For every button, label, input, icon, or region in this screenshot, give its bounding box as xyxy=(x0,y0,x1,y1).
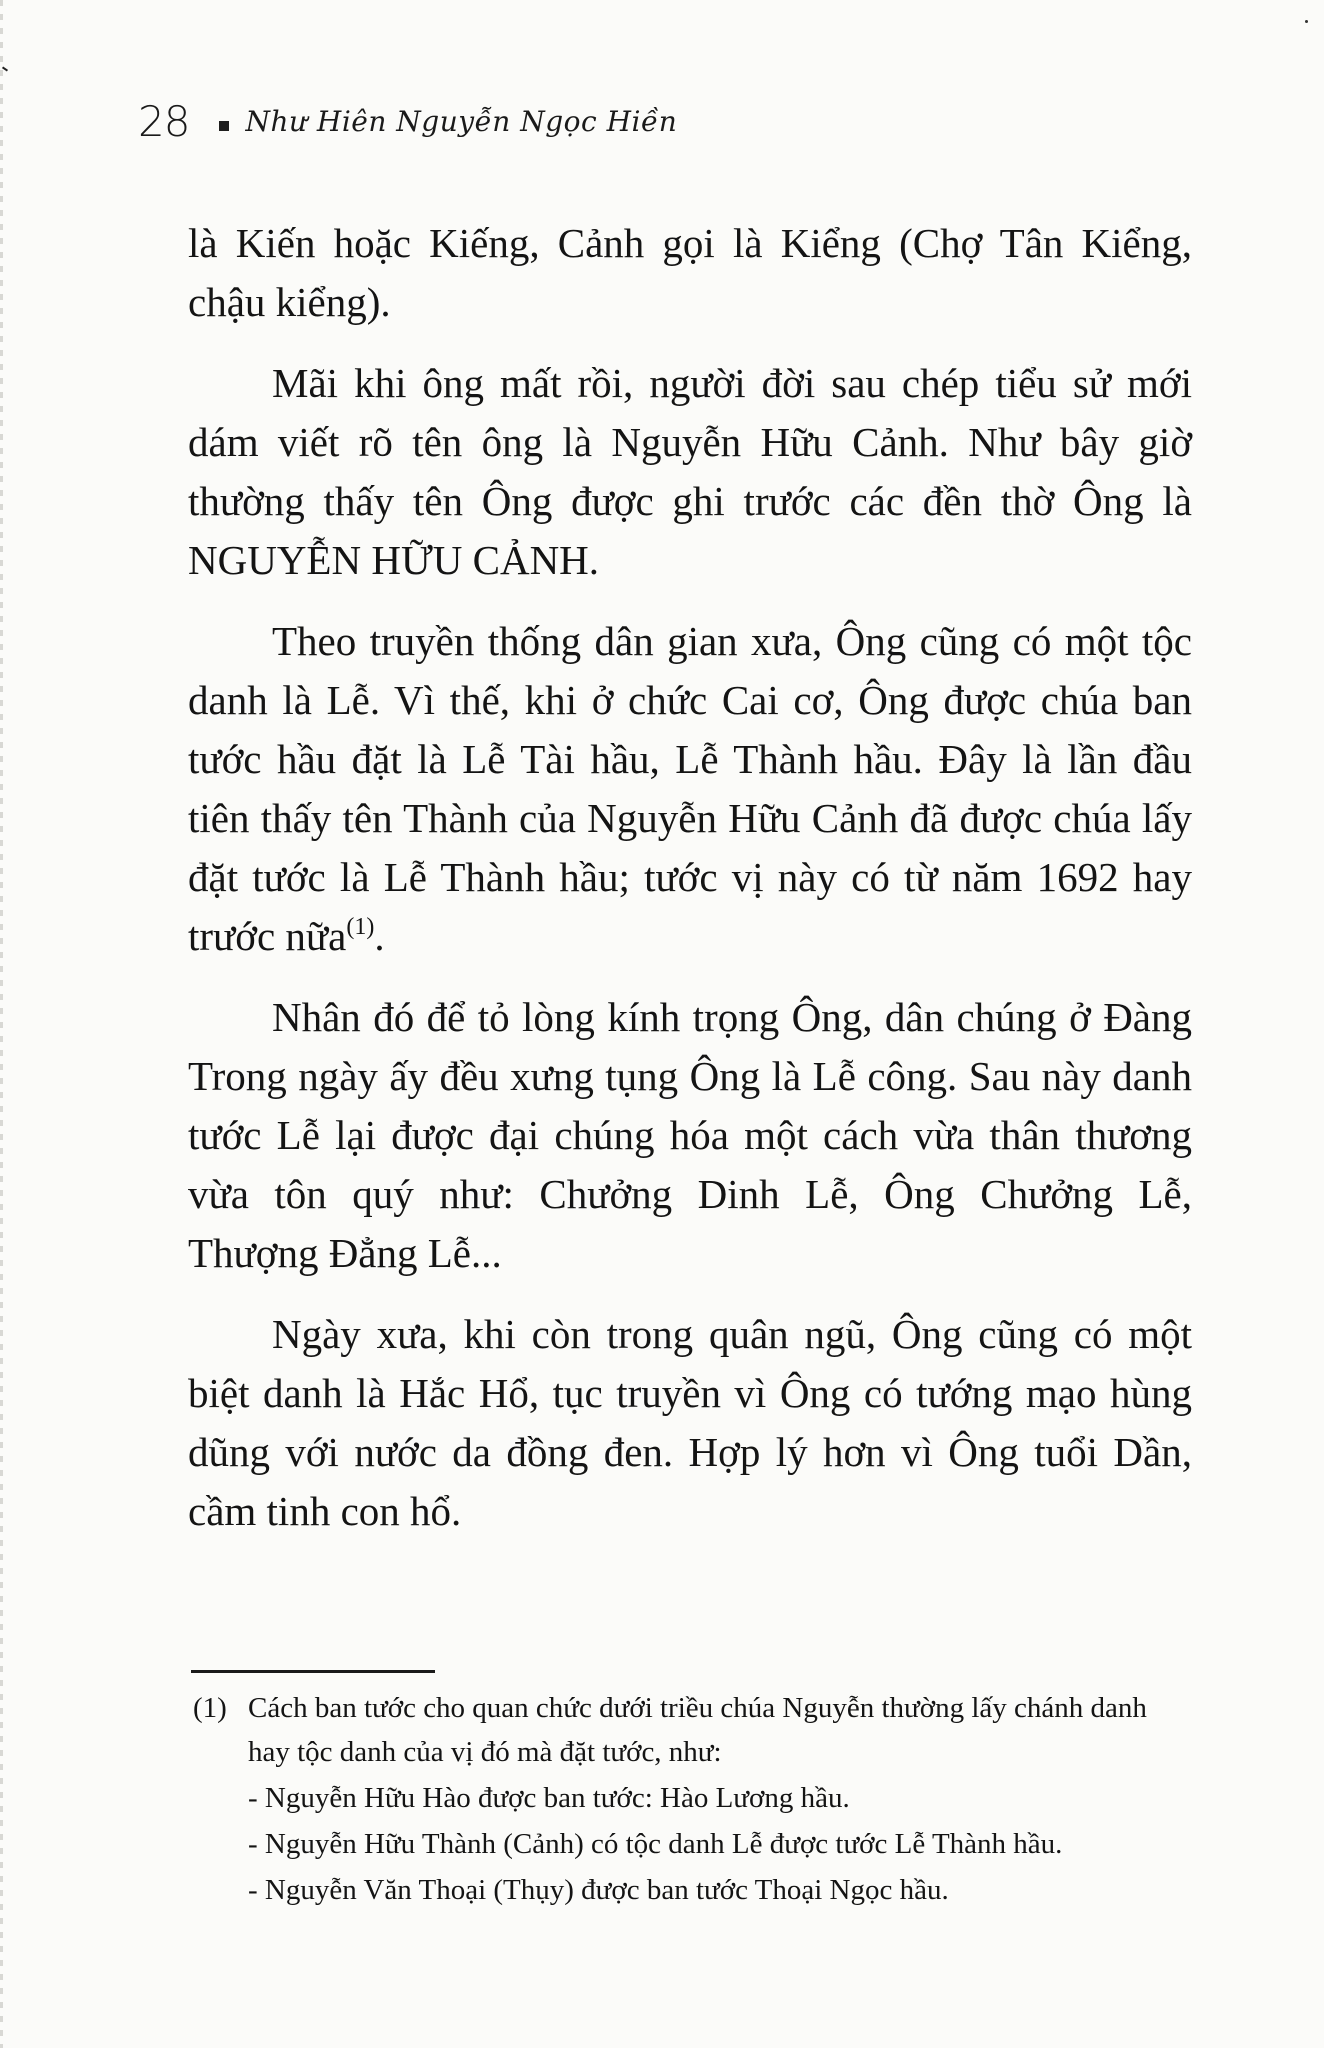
square-bullet-icon xyxy=(219,121,229,131)
footnote-reference[interactable]: (1) xyxy=(346,914,375,940)
body-text xyxy=(188,214,1192,1563)
footnotes xyxy=(193,1686,1193,1912)
paragraph xyxy=(188,214,1192,332)
paragraph-text: Theo truyền thống dân gian xưa, Ông cũng có một tộc danh là Lễ. Vì thế, khi ở chức Cai cơ, Ông được chúa ban tước hầu đặt là Lễ Tài hầu, Lễ Thành hầu. Đây là lần đầu tiên thấy tên Thành của Nguyễn Hữu Cảnh đã được chúa lấy đặt tước là Lễ Thành hầu; tước vị này có từ năm 1692 hay trước nữa xyxy=(188,618,1192,959)
paragraph-text: Ngày xưa, khi còn trong quân ngũ, Ông cũng có một biệt danh là Hắc Hổ, tục truyền vì Ông có tướng mạo hùng dũng với nước da đồng đen. Hợp lý hơn vì Ông tuổi Dần, cầm tinh con hổ. xyxy=(188,1311,1192,1534)
footnote-example: - Nguyễn Văn Thoại (Thụy) được ban tước Thoại Ngọc hầu. xyxy=(248,1874,949,1906)
scan-speck xyxy=(1305,20,1308,23)
page-binding-edge xyxy=(0,0,3,2048)
paragraph xyxy=(188,354,1192,590)
footnote-marker: (1) xyxy=(193,1692,227,1724)
footnote-example: - Nguyễn Hữu Hào được ban tước: Hào Lương hầu. xyxy=(248,1782,850,1814)
paragraph-text: Nhân đó để tỏ lòng kính trọng Ông, dân chúng ở Đàng Trong ngày ấy đều xưng tụng Ông là Lễ công. Sau này danh tước Lễ lại được đại chúng hóa một cách vừa thân thương vừa tôn quý như: Chưởng Dinh Lễ, Ông Chưởng Lễ, Thượng Đẳng Lễ... xyxy=(188,994,1192,1276)
running-header xyxy=(138,96,677,146)
footnote-separator xyxy=(191,1670,435,1673)
paragraph-text: Mãi khi ông mất rồi, người đời sau chép tiểu sử mới dám viết rõ tên ông là Nguyễn Hữu Cảnh. Như bây giờ thường thấy tên Ông được ghi trước các đền thờ Ông là NGUYỄN HỮU CẢNH. xyxy=(188,360,1192,583)
paragraph xyxy=(188,1305,1192,1541)
footnote-example: - Nguyễn Hữu Thành (Cảnh) có tộc danh Lễ được tước Lễ Thành hầu. xyxy=(248,1828,1063,1860)
paragraph-text: là Kiến hoặc Kiếng, Cảnh gọi là Kiểng (Chợ Tân Kiểng, chậu kiểng). xyxy=(188,220,1192,325)
footnote-item xyxy=(193,1686,1193,1912)
paragraph-tail: . xyxy=(374,913,385,959)
paragraph xyxy=(188,612,1192,966)
footnote-body xyxy=(248,1686,1193,1912)
page-number: 28 xyxy=(138,96,190,146)
footnote-text: Cách ban tước cho quan chức dưới triều chúa Nguyễn thường lấy chánh danh hay tộc danh của vị đó mà đặt tước, như: xyxy=(248,1692,1147,1768)
running-title: Như Hiên Nguyễn Ngọc Hiền xyxy=(245,104,678,138)
paragraph xyxy=(188,988,1192,1283)
